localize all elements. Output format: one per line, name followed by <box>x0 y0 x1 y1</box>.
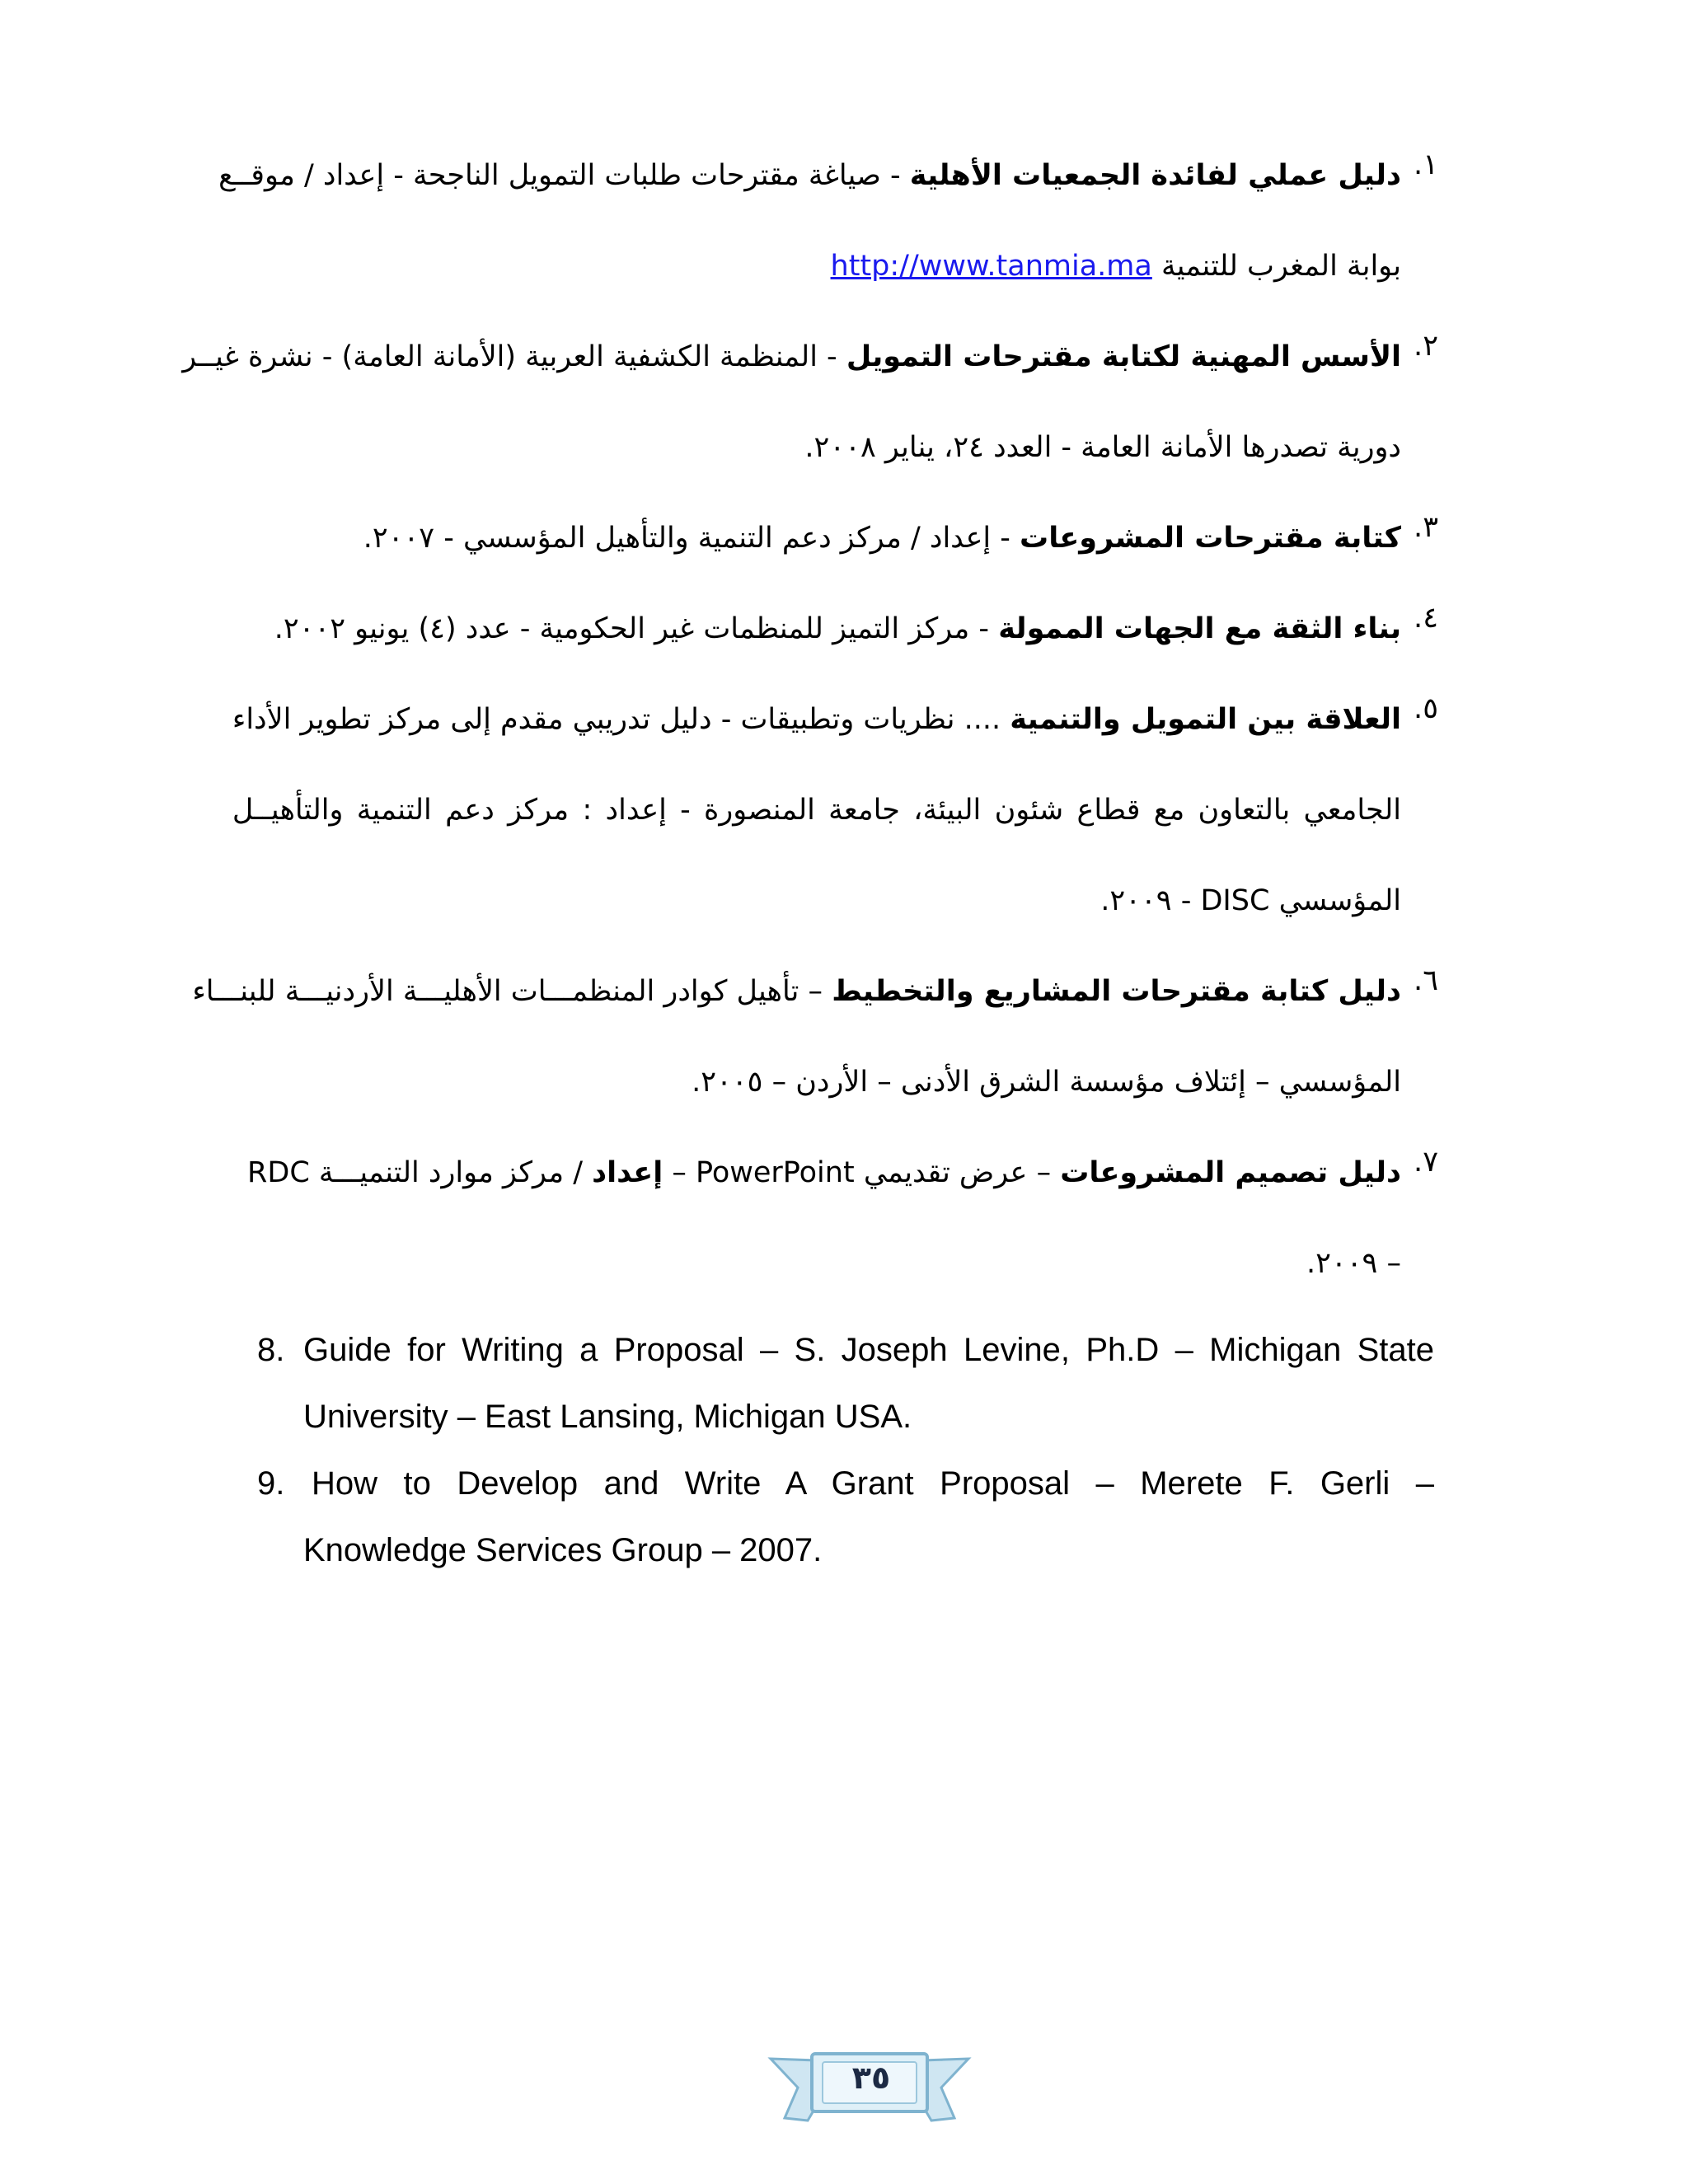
tanmia-link[interactable]: http://www.tanmia.ma <box>830 250 1152 283</box>
reference-text: بوابة المغرب للتنمية <box>1160 250 1401 283</box>
reference-text: University – East Lansing, Michigan USA. <box>303 1399 912 1435</box>
reference-title: بناء الثقة مع الجهات الممولة <box>998 612 1401 645</box>
english-reference-list <box>257 1317 1434 1584</box>
page-number-ribbon <box>767 2042 973 2141</box>
reference-text: / مركز موارد التنميـــة <box>318 1156 593 1189</box>
powerpoint-label: PowerPoint <box>695 1156 855 1189</box>
item-number: ٧. <box>1414 1146 1438 1179</box>
reference-item-2 <box>182 330 1438 511</box>
reference-text: المؤسسي <box>1278 884 1401 917</box>
item-number: ٦. <box>1414 964 1438 997</box>
reference-text: – <box>663 1156 696 1189</box>
reference-text: – تأهيل كوادر المنظمـــات الأهليـــة الأردنيـــة للبنـــاء <box>192 975 832 1008</box>
reference-text: How to Develop and Write A Grant Proposal – Merete F. Gerli – <box>312 1465 1434 1502</box>
reference-text: .... نظريات وتطبيقات - دليل تدريبي مقدم إلى مركز تطوير الأداء <box>232 703 1010 736</box>
reference-title: دليل عملي لفائدة الجمعيات الأهلية <box>909 159 1401 192</box>
page-number: ٣٥ <box>851 2060 891 2096</box>
reference-text: الجامعي بالتعاون مع قطاع شئون البيئة، جامعة المنصورة - إعداد : مركز دعم التنمية والتأهيــل <box>232 794 1401 827</box>
reference-text: المؤسسي – إئتلاف مؤسسة الشرق الأدنى – الأردن – ٢٠٠٥. <box>692 1066 1401 1099</box>
item-number: ٣. <box>1414 511 1438 544</box>
reference-text: دورية تصدرها الأمانة العامة - العدد ٢٤، يناير ٢٠٠٨. <box>804 431 1401 464</box>
reference-text: - ٢٠٠٩. <box>1100 884 1201 917</box>
reference-text: – ٢٠٠٩. <box>1306 1247 1401 1280</box>
item-number: ٥. <box>1414 692 1438 725</box>
reference-text: Guide for Writing a Proposal – S. Joseph Levine, Ph.D – Michigan State <box>303 1332 1434 1368</box>
reference-item-6 <box>192 964 1438 1146</box>
rdc-label: RDC <box>247 1156 310 1189</box>
reference-title: كتابة مقترحات المشروعات <box>1020 522 1401 555</box>
item-number: ٢. <box>1414 330 1438 363</box>
reference-item-5 <box>232 692 1438 964</box>
reference-text: – عرض تقديمي <box>863 1156 1061 1189</box>
arabic-reference-list <box>182 148 1438 1327</box>
reference-title: دليل تصميم المشروعات <box>1060 1156 1401 1189</box>
item-number: 9. <box>257 1465 285 1502</box>
reference-title: العلاقة بين التمويل والتنمية <box>1010 703 1401 736</box>
reference-title: دليل كتابة مقترحات المشاريع والتخطيط <box>832 975 1401 1008</box>
reference-text: Knowledge Services Group – 2007. <box>303 1532 823 1568</box>
reference-item-1 <box>218 148 1438 330</box>
reference-text: - إعداد / مركز دعم التنمية والتأهيل المؤسسي - ٢٠٠٧. <box>363 522 1020 555</box>
item-number: ١. <box>1414 148 1438 181</box>
reference-text: - صياغة مقترحات طلبات التمويل الناجحة - إعداد / موقــع <box>218 159 910 192</box>
reference-title: الأسس المهنية لكتابة مقترحات التمويل <box>846 340 1401 373</box>
item-number: ٤. <box>1414 602 1438 635</box>
reference-item-8 <box>257 1317 1434 1451</box>
reference-text: - مركز التميز للمنظمات غير الحكومية - عدد (٤) يونيو ٢٠٠٢. <box>274 612 999 645</box>
reference-title: إعداد <box>592 1156 663 1189</box>
reference-item-9 <box>257 1451 1434 1584</box>
reference-text: - المنظمة الكشفية العربية (الأمانة العامة) - نشرة غيــر <box>182 340 846 373</box>
item-number: 8. <box>257 1332 285 1368</box>
reference-item-7 <box>247 1146 1438 1327</box>
disc-label: DISC <box>1200 884 1270 917</box>
